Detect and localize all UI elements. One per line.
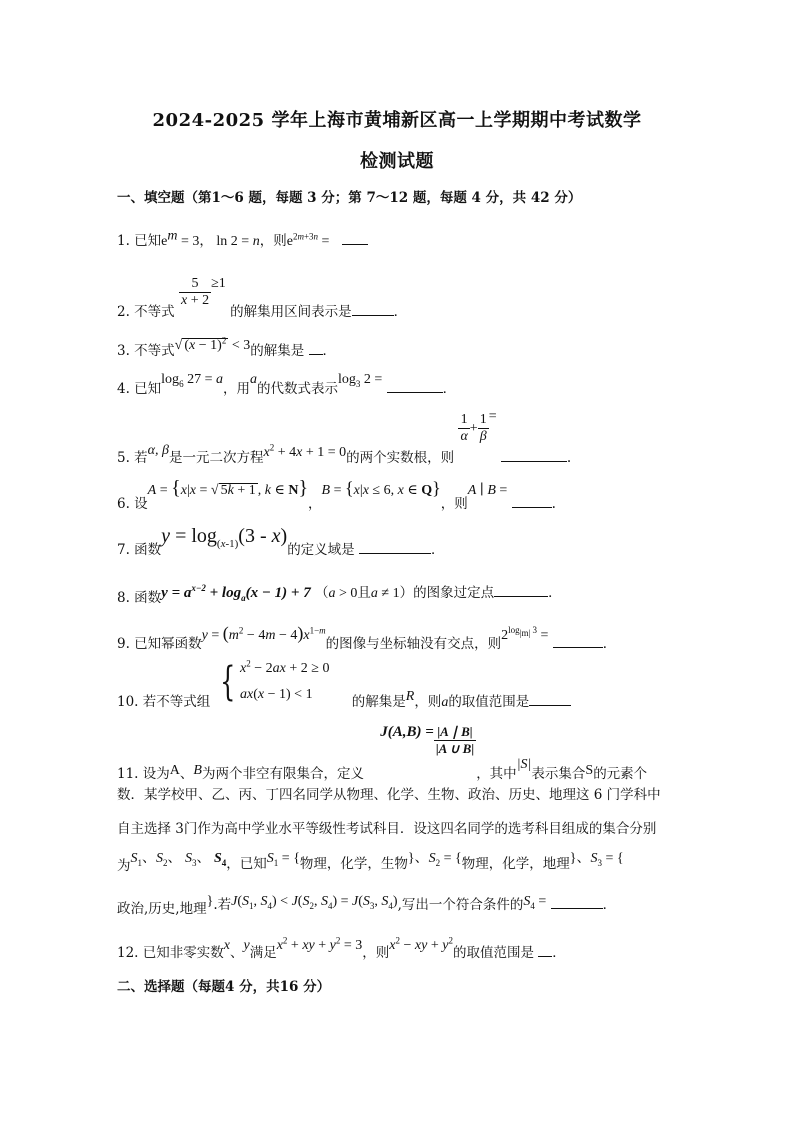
question-9: 9. 已知幂函数$y = (m^2 - 4m - 4)x^{1-m}$的图像与坐标轴没有交点，则$2^{log_{|m|} 3}$ = ． [117,623,617,652]
answer-blank-10[interactable] [529,693,571,706]
answer-blank-3[interactable] [309,342,323,355]
answer-blank-9[interactable] [553,635,603,648]
question-8: 8. 函数$y = a^{x-2} + \log_a(x - 1) + 7$ （a > 0且a ≠ 1）的图象过定点 ． [117,583,562,606]
answer-blank-4[interactable] [387,380,443,393]
exam-title-line2: 检测试题 [360,151,434,172]
fraction-J-definition: $\frac{|A ∣ B|}{|A \cup B|}$ [435,724,475,756]
answer-blank-8[interactable] [494,584,548,597]
system-brace: { [219,659,235,705]
question-10: 10. 若不等式组 { $x^2 - 2ax + 2 \ge 0$ ax(x − 1) < 1 的解集是R，则a的取值范围是 [117,656,571,708]
exam-title-line1: 2024-2025 学年上海市黄埔新区高一上学期期中考试数学 [152,110,642,131]
answer-blank-2[interactable] [352,303,394,316]
question-12: 12. 已知非零实数x、y满足$x^2$ + xy + $y^2 = 3$，则$x^2$ − xy + $y^2$的取值范围是 ． [117,935,566,961]
question-11-line5: 政治,历史,地理}.若$J(S_1$, $S_4) < J(S_2$, $S_4) = J(S_3$, $S_4$),写出一个符合条件的$S_4$ = ． [117,894,617,917]
question-1: 1. 已知$e^m = 3$， ln 2 = n，则$e^{2m+3n}$ = [117,232,368,249]
answer-blank-11[interactable] [551,896,603,909]
question-7: 7. 函数$y = \log_{(x-1)}(3 - x)$的定义域是 ． [117,525,445,558]
question-3: 3. 不等式√ $(x - 1)^2 < 3$的解集是 ． [117,335,337,359]
section-fill-in: 一、填空题（第1～6 题，每题 3 分；第 7～12 题，每题 4 分，共 42 分） [117,190,582,206]
question-11-line2: 数．某学校甲、乙、丙、丁四名同学从物理、化学、生物、政治、历史、地理这 6 门学科中 [117,787,661,803]
question-11-line3: 自主选择 3门作为高中学业水平等级性考试科目．设这四名同学的选考科目组成的集合分别 [117,821,657,837]
answer-blank-12[interactable] [538,944,552,957]
question-11-line4: 为$S_1$、$S_2$、 $S_3$、 $S_4$，已知$S_1$ = {物理，化学，生物}、$S_2$ = {物理，化学，地理}、$S_3$ = { [117,851,624,874]
answer-blank-7[interactable] [359,541,431,554]
question-6: 6. 设A = {x|x = √ 5k + 1 , k ∈ N}，B = {x|x ≤ 6, x ∈ Q}，则A ∣ B = . [117,477,556,512]
question-11: 11. 设为A、B为两个非空有限集合，定义 J(A,B) = $\frac{|A ∣ B|}{|A \cup B|}$ ，其中|S|表示集合S的元素个 [117,724,648,782]
question-5: 5. 若α, β是一元二次方程$x^2 + 4x + 1 = 0$的两个实数根，则 $\frac{1}{\alpha}$ + $\frac{1}{\beta}$ = . [117,409,572,466]
section-multiple-choice: 二、选择题（每题4 分，共16 分） [117,979,331,995]
answer-blank-6[interactable] [512,495,552,508]
inequality-system: $x^2 - 2ax + 2 \ge 0$ ax(x − 1) < 1 [240,658,330,702]
question-4: 4. 已知$\log_6 27 = a$，用a的代数式表示$\log_3 2$ = ． [117,372,457,397]
fraction-1-over-beta: $\frac{1}{\beta}$ [479,412,487,444]
answer-blank-5[interactable] [501,449,567,462]
question-2: 2. 不等式 $\frac{5}{x + 2}$ ≥1 的解集用区间表示是 ． [117,276,408,320]
fraction-5-over-x-plus-2: $\frac{5}{x + 2}$ [180,276,210,308]
answer-blank-1[interactable] [342,232,368,245]
fraction-1-over-alpha: $\frac{1}{\alpha}$ [460,412,468,444]
